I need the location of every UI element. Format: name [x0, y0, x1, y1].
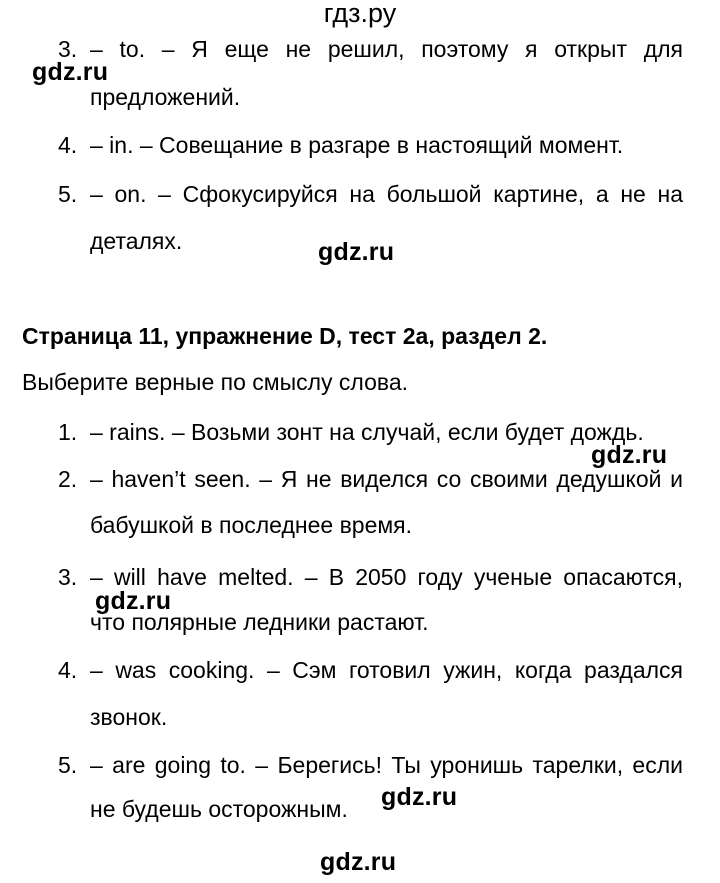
- instruction: Выберите верные по смыслу слова.: [22, 369, 409, 395]
- list-item-text: – rains. – Возьми зонт на случай, если будет дождь.: [90, 419, 644, 445]
- list-item-text: – was cooking. – Сэм готовил ужин, когда раздался: [90, 657, 683, 683]
- list-item-text: – on. – Сфокусируйся на большой картине, а не на: [90, 181, 683, 207]
- list-item-number: 4.: [58, 132, 78, 158]
- list-item-text: предложений.: [90, 84, 241, 110]
- list-item-text: звонок.: [90, 704, 168, 730]
- list-item-number: 2.: [58, 466, 78, 492]
- section-title: Страница 11, упражнение D, тест 2a, раздел 2.: [22, 323, 548, 349]
- watermark: gdz.ru: [95, 587, 172, 615]
- list-item-number: 1.: [58, 419, 78, 445]
- site-header: гдз.ру: [323, 0, 397, 28]
- list-item-text: что полярные ледники растают.: [90, 609, 429, 635]
- list-item-text: деталях.: [90, 228, 183, 254]
- list-item-text: бабушкой в последнее время.: [90, 512, 413, 538]
- list-item-text: – in. – Совещание в разгаре в настоящий момент.: [90, 132, 624, 158]
- list-item-number: 4.: [58, 657, 78, 683]
- list-item-number: 5.: [58, 752, 78, 778]
- list-item-number: 5.: [58, 181, 78, 207]
- list-item-text: – are going to. – Берегись! Ты уронишь тарелки, если: [90, 752, 683, 778]
- watermark: gdz.ru: [591, 441, 668, 469]
- list-item-text: – to. – Я еще не решил, поэтому я открыт для: [90, 36, 683, 62]
- watermark: gdz.ru: [381, 783, 458, 811]
- list-item-text: – will have melted. – В 2050 году ученые опасаются,: [90, 564, 683, 590]
- list-item-number: 3.: [58, 564, 78, 590]
- list-item-number: 3.: [58, 36, 78, 62]
- list-item-text: – haven’t seen. – Я не виделся со своими дедушкой и: [90, 466, 683, 492]
- watermark: gdz.ru: [32, 58, 109, 86]
- watermark: gdz.ru: [318, 238, 395, 266]
- watermark: gdz.ru: [320, 848, 397, 876]
- list-item-text: не будешь осторожным.: [90, 796, 348, 822]
